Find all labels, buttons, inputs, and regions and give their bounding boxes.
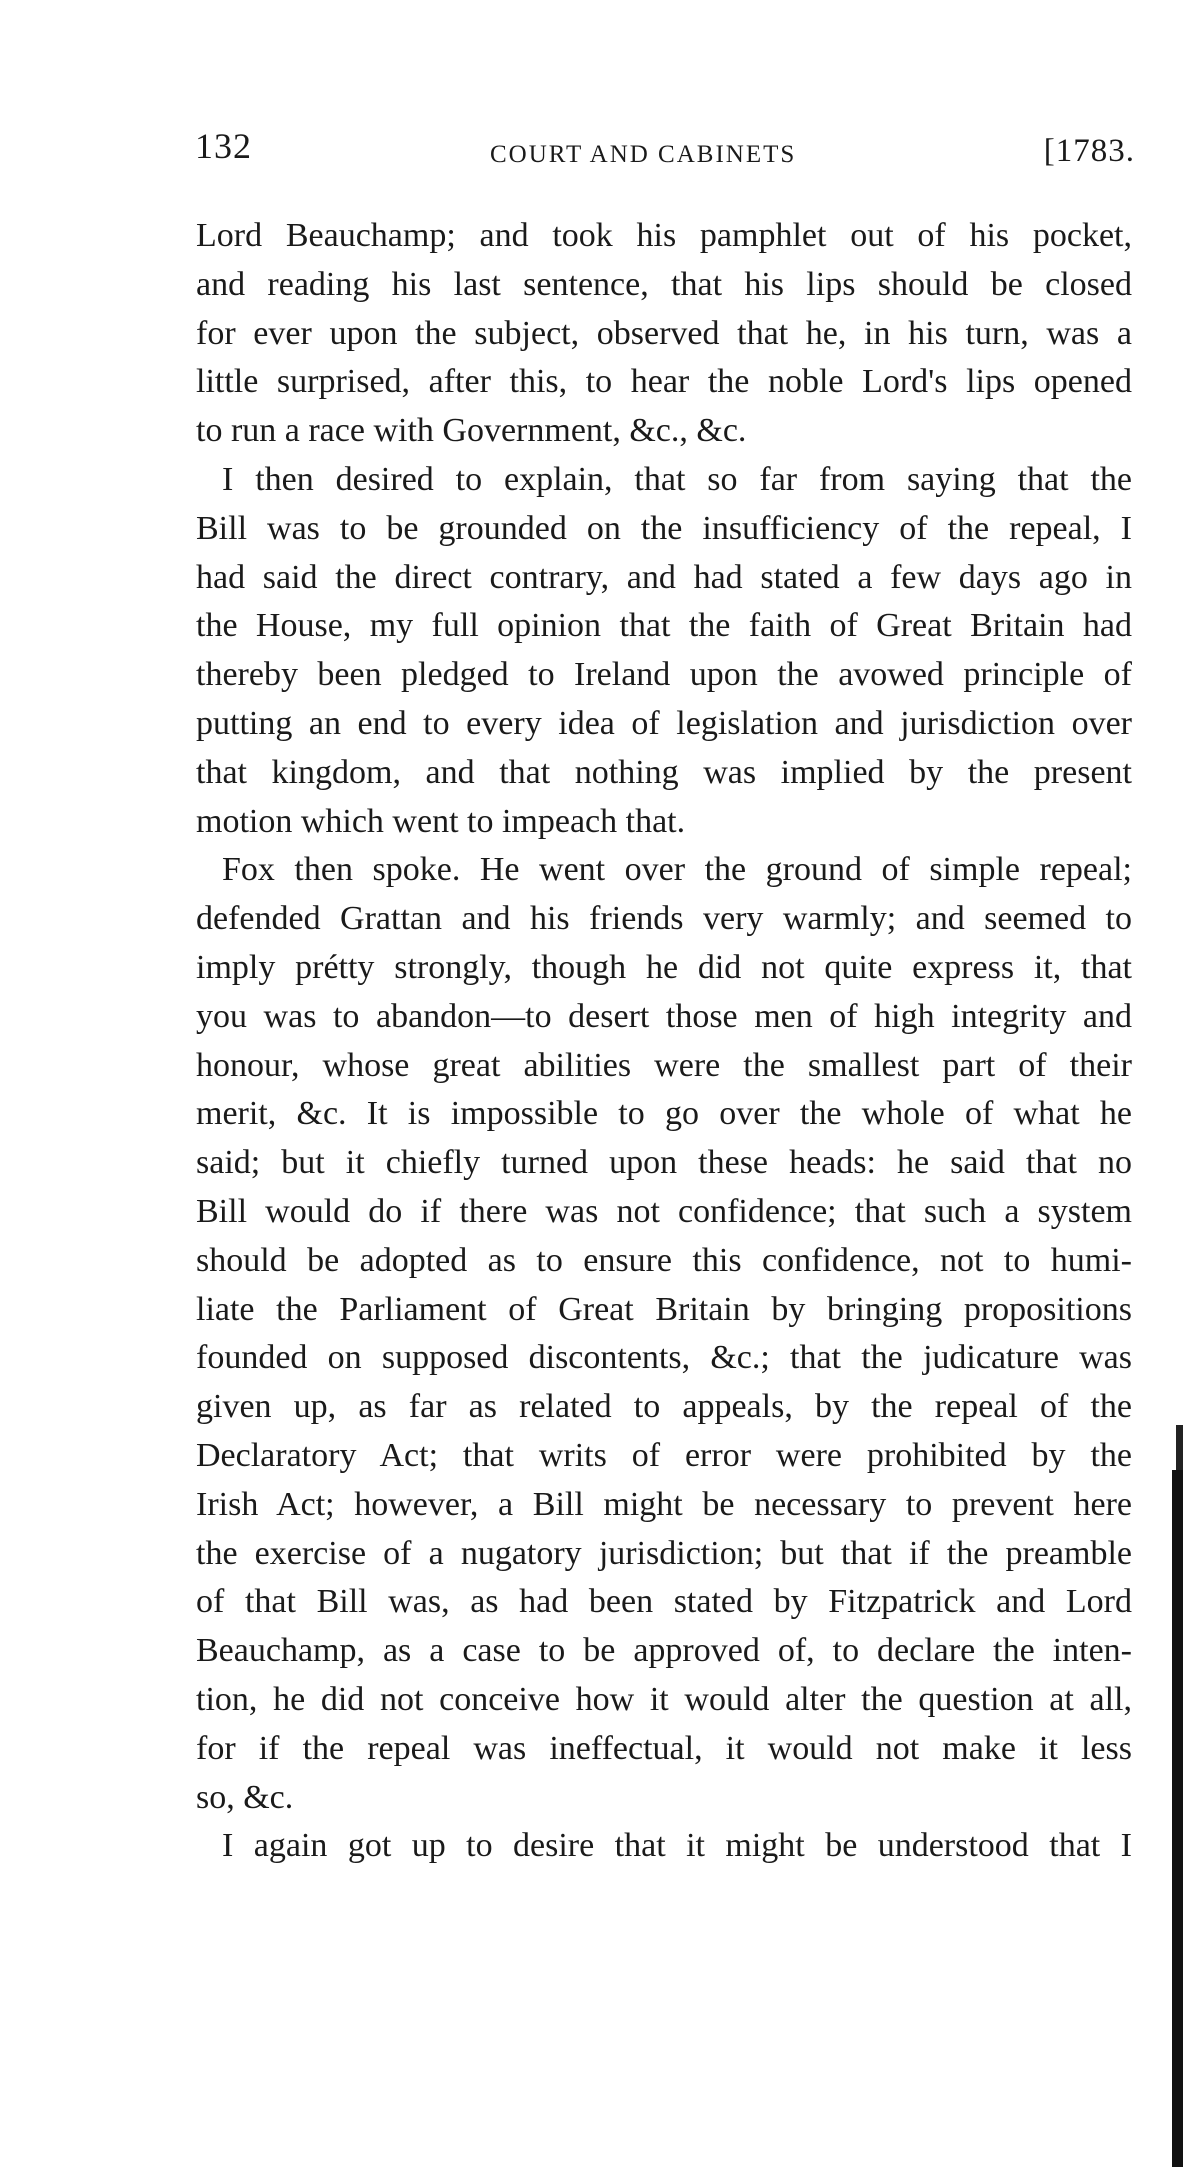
text-line: had said the direct contrary, and had stated a few days ago in: [196, 558, 1132, 596]
running-title: COURT AND CABINETS: [490, 141, 797, 168]
text-line: I then desired to explain, that so far from saying that the: [222, 460, 1132, 498]
text-line: given up, as far as related to appeals, by the repeal of the: [196, 1388, 1132, 1426]
text-line: of that Bill was, as had been stated by Fitzpatrick and Lord: [196, 1583, 1132, 1621]
text-line: I again got up to desire that it might be understood that I: [222, 1827, 1132, 1865]
text-line: merit, &c. It is impossible to go over the whole of what he: [196, 1095, 1132, 1133]
text-line: Beauchamp, as a case to be approved of, to declare the inten-: [196, 1632, 1132, 1670]
text-line: Bill would do if there was not confidence; that such a system: [196, 1192, 1132, 1230]
text-line: Declaratory Act; that writs of error were prohibited by the: [196, 1436, 1132, 1474]
page-edge-shadow: [1176, 1425, 1183, 1475]
page-edge-shadow: [1172, 1470, 1183, 2167]
page-number: 132: [195, 126, 252, 166]
text-line: thereby been pledged to Ireland upon the avowed principle of: [196, 656, 1132, 694]
text-line: for if the repeal was ineffectual, it would not make it less: [196, 1729, 1132, 1767]
text-line: that kingdom, and that nothing was implied by the present: [196, 753, 1132, 791]
text-line: Fox then spoke. He went over the ground of simple repeal;: [222, 851, 1132, 889]
body-text: [196, 212, 1132, 1871]
text-line: and reading his last sentence, that his lips should be closed: [196, 265, 1132, 303]
text-line: the exercise of a nugatory jurisdiction; but that if the preamble: [196, 1534, 1132, 1572]
text-line: imply prétty strongly, though he did not quite express it, that: [196, 948, 1132, 986]
text-line: Bill was to be grounded on the insufficiency of the repeal, I: [196, 509, 1132, 547]
text-line: liate the Parliament of Great Britain by bringing propositions: [196, 1290, 1132, 1328]
text-line: the House, my full opinion that the faith of Great Britain had: [196, 607, 1132, 645]
text-line: honour, whose great abilities were the smallest part of their: [196, 1046, 1132, 1084]
text-line: tion, he did not conceive how it would alter the question at all,: [196, 1680, 1132, 1718]
text-line: should be adopted as to ensure this confidence, not to humi-: [196, 1241, 1132, 1279]
text-line: founded on supposed discontents, &c.; that the judicature was: [196, 1339, 1132, 1377]
text-line: you was to abandon—to desert those men of high integrity and: [196, 997, 1132, 1035]
text-line: motion which went to impeach that.: [196, 802, 686, 840]
text-line: for ever upon the subject, observed that he, in his turn, was a: [196, 314, 1132, 352]
running-header: [195, 125, 1135, 175]
text-line: so, &c.: [196, 1778, 294, 1816]
text-line: defended Grattan and his friends very warmly; and seemed to: [196, 900, 1132, 938]
text-line: said; but it chiefly turned upon these heads: he said that no: [196, 1144, 1132, 1182]
text-line: little surprised, after this, to hear the noble Lord's lips opened: [196, 363, 1132, 401]
text-line: putting an end to every idea of legislation and jurisdiction over: [196, 704, 1132, 742]
running-year: [1783.: [1043, 133, 1135, 169]
text-line: Lord Beauchamp; and took his pamphlet out of his pocket,: [196, 217, 1132, 254]
text-line: Irish Act; however, a Bill might be necessary to prevent here: [196, 1485, 1132, 1523]
text-line: to run a race with Government, &c., &c.: [196, 412, 747, 450]
